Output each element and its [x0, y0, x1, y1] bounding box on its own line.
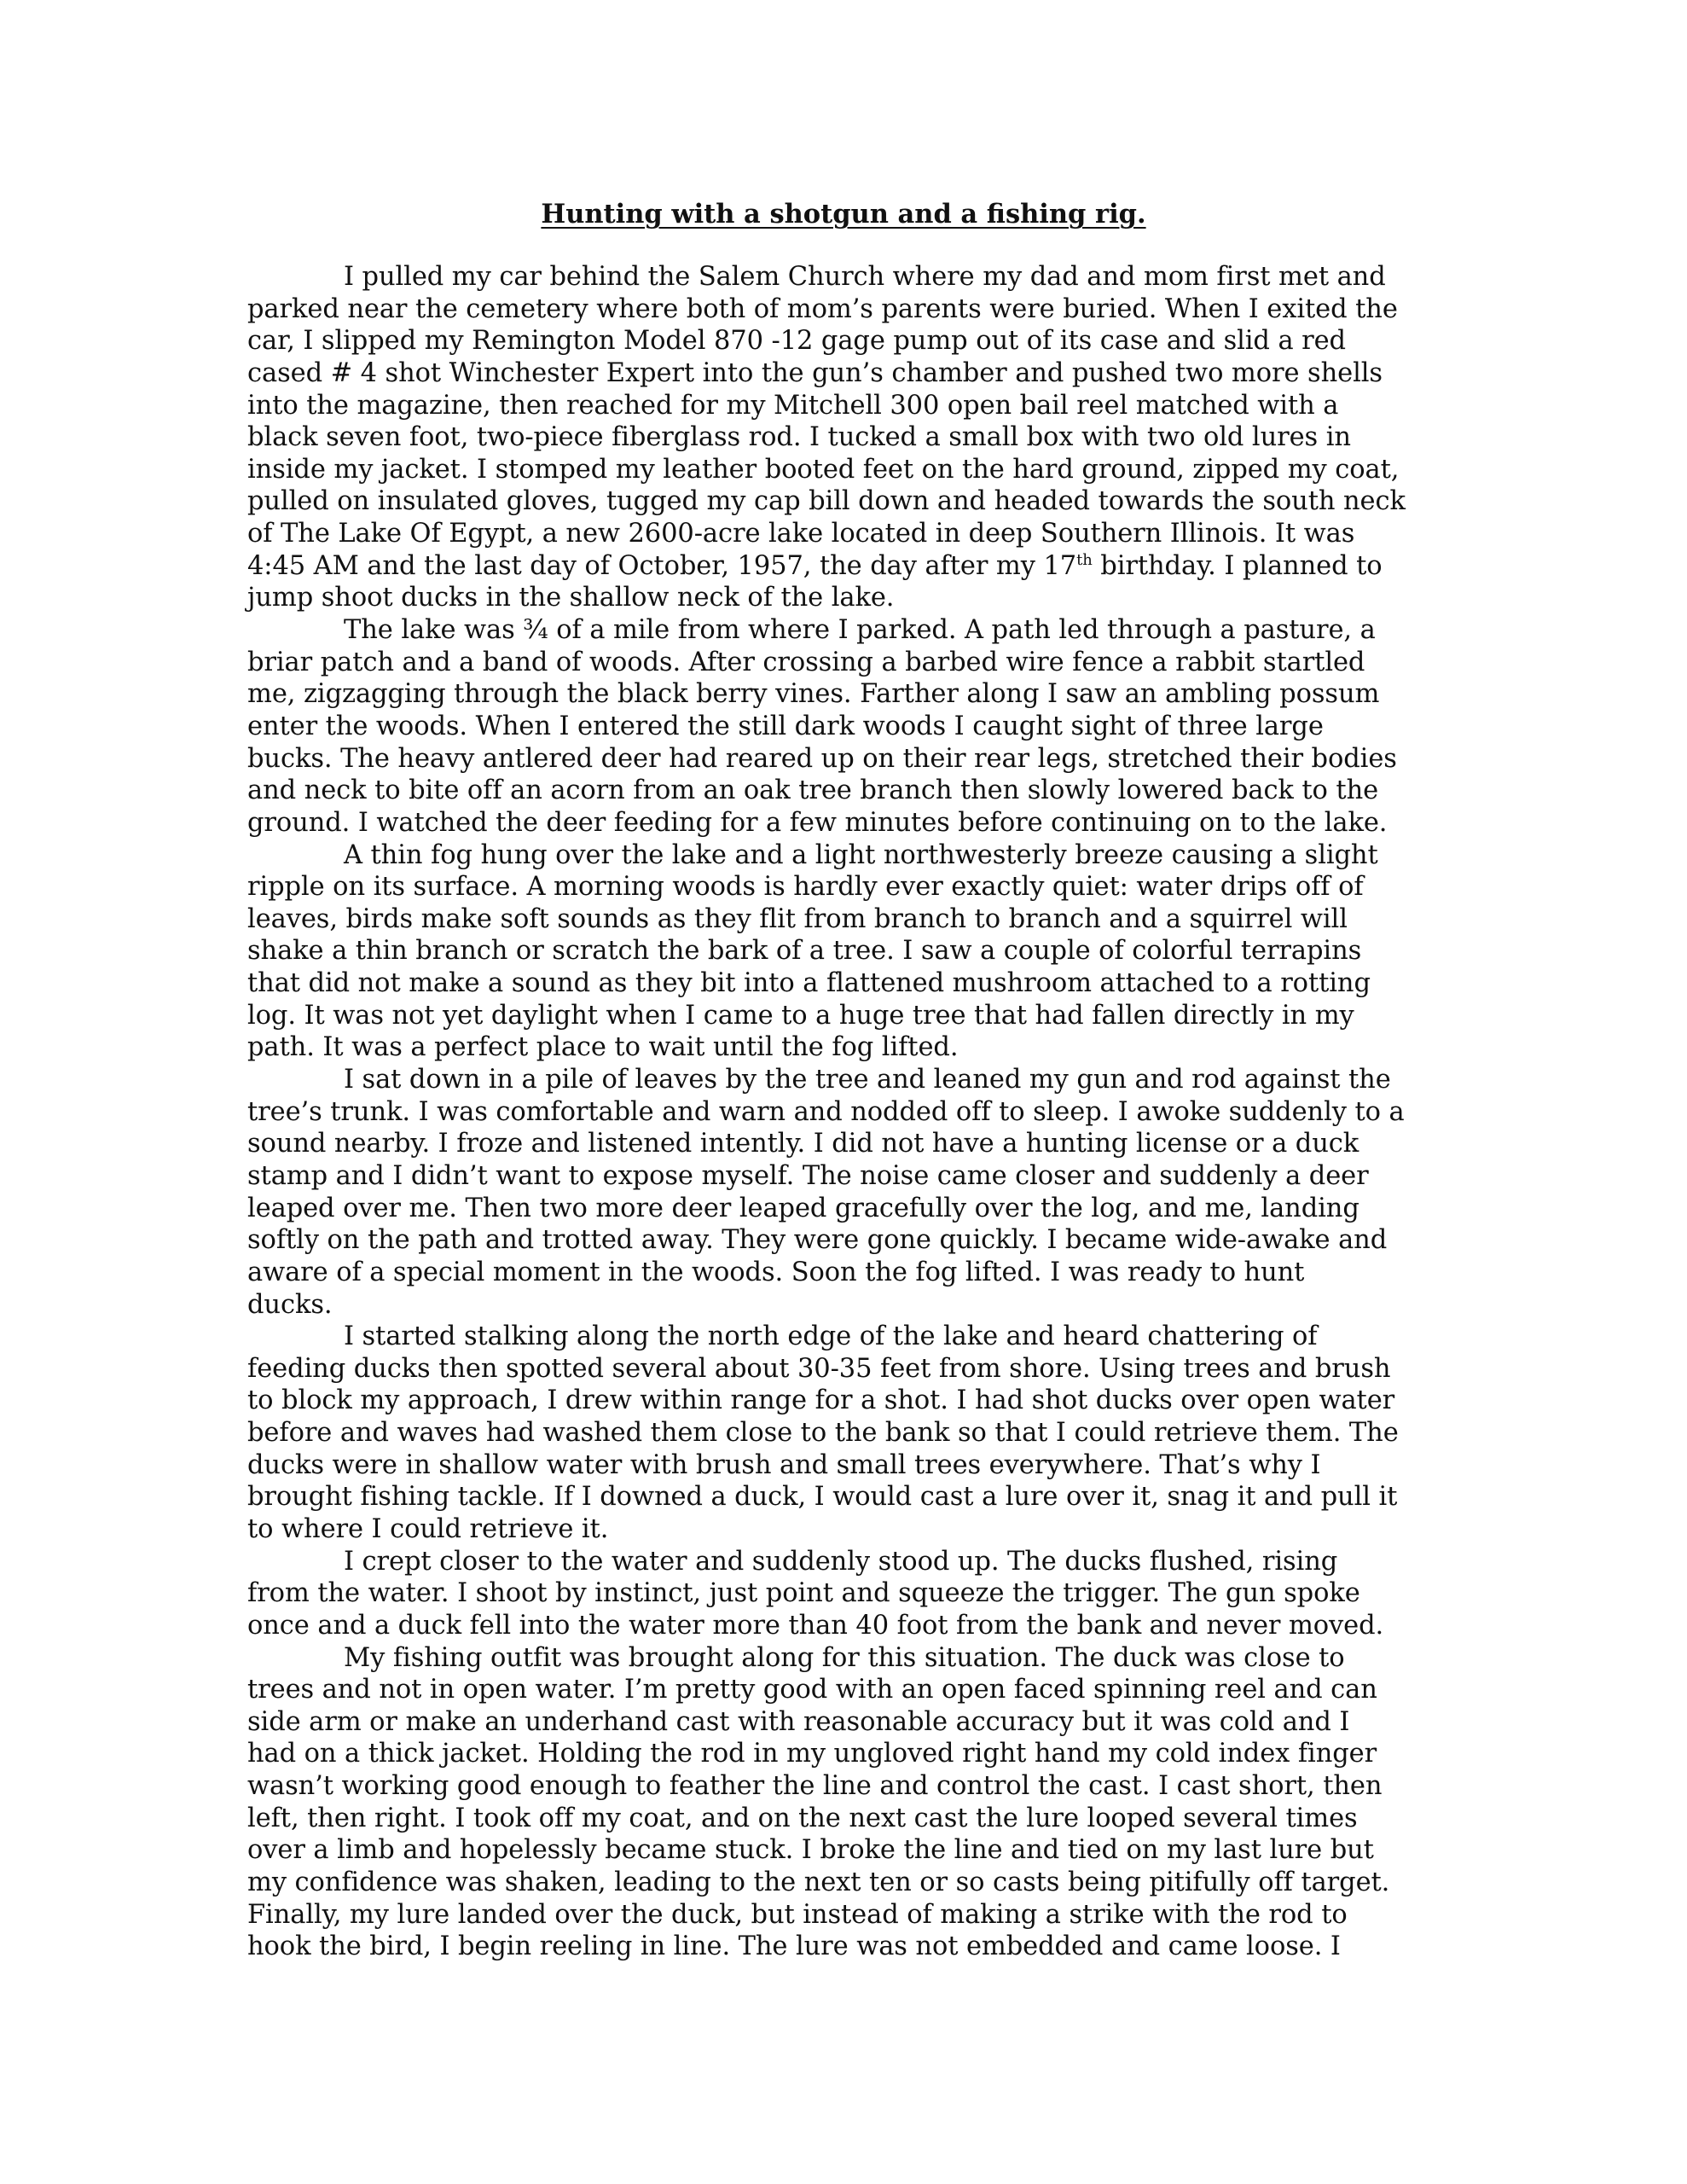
page-title: Hunting with a shotgun and a fishing rig.: [541, 199, 1146, 229]
line-text: cased # 4 shot Winchester Expert into the gun’s chamber and pushed two more shells: [247, 357, 1383, 388]
ordinal-superscript: th: [1076, 550, 1093, 569]
line-text: My fishing outfit was brought along for this situation. The duck was close to: [344, 1642, 1345, 1673]
text-line: [247, 293, 1458, 326]
text-line: [247, 485, 1458, 518]
text-line: [247, 1834, 1458, 1867]
line-text: softly on the path and trotted away. They were gone quickly. I became wide-awake and: [247, 1225, 1388, 1256]
text-line: [247, 1546, 1458, 1578]
text-line: [247, 903, 1458, 936]
line-text: I started stalking along the north edge of the lake and heard chattering of: [344, 1321, 1318, 1352]
line-text: I crept closer to the water and suddenly stood up. The ducks flushed, rising: [344, 1546, 1338, 1577]
text-line: [247, 1513, 1458, 1546]
line-text: feeding ducks then spotted several about 30-35 feet from shore. Using trees and brush: [247, 1353, 1391, 1384]
text-line: [247, 1128, 1458, 1160]
text-line: [247, 1706, 1458, 1739]
text-line: [247, 1642, 1458, 1675]
line-text: tree’s trunk. I was comfortable and warn and nodded off to sleep. I awoke suddenly to a: [247, 1096, 1405, 1127]
line-text: once and a duck fell into the water more than 40 foot from the bank and never moved.: [247, 1610, 1384, 1641]
text-line: [247, 775, 1458, 807]
line-text: jump shoot ducks in the shallow neck of the lake.: [247, 583, 895, 613]
line-text: parked near the cemetery where both of mom’s parents were buried. When I exited the: [247, 293, 1398, 324]
text-line: [247, 421, 1458, 454]
text-line: [247, 871, 1458, 903]
text-line: [247, 1160, 1458, 1193]
text-line: [247, 1931, 1458, 1963]
text-line: [247, 807, 1458, 839]
text-line: [247, 1385, 1458, 1417]
text-line: [247, 1610, 1458, 1642]
line-text: I pulled my car behind the Salem Church where my dad and mom first met and: [344, 262, 1386, 292]
line-text: Finally, my lure landed over the duck, but instead of making a strike with the rod to: [247, 1899, 1348, 1930]
text-line: [247, 1064, 1458, 1096]
story-body: [247, 261, 1458, 1963]
line-text: I sat down in a pile of leaves by the tree and leaned my gun and rod against the: [344, 1065, 1391, 1095]
line-text: me, zigzagging through the black berry vines. Farther along I saw an ambling possum: [247, 679, 1380, 710]
line-text: pulled on insulated gloves, tugged my cap bill down and headed towards the south neck: [247, 486, 1406, 517]
line-text: from the water. I shoot by instinct, just point and squeeze the trigger. The gun spoke: [247, 1578, 1360, 1609]
text-line: [247, 518, 1458, 550]
line-text: enter the woods. When I entered the still dark woods I caught sight of three large: [247, 711, 1324, 741]
text-line: [247, 1770, 1458, 1803]
text-line: [247, 1481, 1458, 1513]
text-line: [247, 261, 1458, 293]
text-line: [247, 678, 1458, 711]
line-text: shake a thin branch or scratch the bark of a tree. I saw a couple of colorful terrapins: [247, 936, 1362, 967]
line-text: The lake was ¾ of a mile from where I parked. A path led through a pasture, a: [344, 615, 1376, 646]
text-line: [247, 1096, 1458, 1129]
line-text: inside my jacket. I stomped my leather booted feet on the hard ground, zipped my coat,: [247, 454, 1400, 485]
text-line: [247, 1224, 1458, 1257]
text-line: [247, 967, 1458, 1000]
text-line: [247, 1417, 1458, 1449]
text-line: [247, 1193, 1458, 1225]
text-line: [247, 1674, 1458, 1706]
line-text: hook the bird, I begin reeling in line. The lure was not embedded and came loose. I: [247, 1931, 1341, 1962]
line-text: sound nearby. I froze and listened intently. I did not have a hunting license or a duck: [247, 1129, 1359, 1159]
line-text: my confidence was shaken, leading to the next ten or so casts being pitifully off target.: [247, 1867, 1390, 1898]
line-text: over a limb and hopelessly became stuck. I broke the line and tied on my last lure but: [247, 1835, 1374, 1866]
text-line: [247, 1803, 1458, 1835]
line-text: ripple on its surface. A morning woods is hardly ever exactly quiet: water drips off of: [247, 872, 1364, 903]
text-line: [247, 1899, 1458, 1931]
text-line: [247, 357, 1458, 390]
text-line: [247, 1449, 1458, 1482]
line-text: that did not make a sound as they bit into a flattened mushroom attached to a rotting: [247, 968, 1371, 999]
text-line: [247, 550, 1458, 583]
line-text: into the magazine, then reached for my Mitchell 300 open bail reel matched with a: [247, 390, 1339, 421]
line-text: to block my approach, I drew within range for a shot. I had shot ducks over open water: [247, 1385, 1395, 1416]
line-text: ground. I watched the deer feeding for a few minutes before continuing on to the lake.: [247, 807, 1388, 838]
line-text-continuation: birthday. I planned to: [1092, 550, 1383, 581]
line-text: of The Lake Of Egypt, a new 2600-acre lake located in deep Southern Illinois. It was: [247, 519, 1355, 549]
text-line: [247, 582, 1458, 614]
line-text: leaves, birds make soft sounds as they flit from branch to branch and a squirrel will: [247, 903, 1348, 934]
text-line: [247, 935, 1458, 967]
line-text: aware of a special moment in the woods. Soon the fog lifted. I was ready to hunt: [247, 1257, 1305, 1287]
text-line: [247, 743, 1458, 775]
line-text: 4:45 AM and the last day of October, 1957, the day after my 17: [247, 550, 1077, 581]
text-line: [247, 454, 1458, 486]
text-line: [247, 839, 1458, 872]
text-line: [247, 647, 1458, 679]
line-text: black seven foot, two-piece fiberglass rod. I tucked a small box with two old lures in: [247, 422, 1351, 453]
text-line: [247, 614, 1458, 647]
text-line: [247, 1867, 1458, 1899]
line-text: stamp and I didn’t want to expose myself. The noise came closer and suddenly a deer: [247, 1160, 1369, 1191]
text-line: [247, 1257, 1458, 1289]
line-text: and neck to bite off an acorn from an oak tree branch then slowly lowered back to the: [247, 775, 1379, 806]
line-text: bucks. The heavy antlered deer had reared up on their rear legs, stretched their bodies: [247, 743, 1397, 774]
line-text: ducks were in shallow water with brush and small trees everywhere. That’s why I: [247, 1449, 1321, 1480]
text-line: [247, 390, 1458, 422]
line-text: trees and not in open water. I’m pretty good with an open faced spinning reel and can: [247, 1675, 1377, 1705]
line-text: before and waves had washed them close to the bank so that I could retrieve them. The: [247, 1418, 1399, 1449]
text-line: [247, 711, 1458, 743]
line-text: briar patch and a band of woods. After crossing a barbed wire fence a rabbit startled: [247, 647, 1365, 677]
line-text: side arm or make an underhand cast with reasonable accuracy but it was cold and I: [247, 1706, 1350, 1737]
text-line: [247, 325, 1458, 357]
line-text: to where I could retrieve it.: [247, 1513, 609, 1544]
line-text: log. It was not yet daylight when I came to a huge tree that had fallen directly in my: [247, 1000, 1354, 1031]
text-line: [247, 1577, 1458, 1610]
text-line: [247, 1321, 1458, 1353]
text-line: [247, 1031, 1458, 1064]
line-text: A thin fog hung over the lake and a light northwesterly breeze causing a slight: [344, 839, 1378, 870]
line-text: had on a thick jacket. Holding the rod in my ungloved right hand my cold index finger: [247, 1739, 1377, 1769]
line-text: ducks.: [247, 1289, 333, 1320]
line-text: wasn’t working good enough to feather the line and control the cast. I cast short, then: [247, 1771, 1383, 1802]
line-text: leaped over me. Then two more deer leaped gracefully over the log, and me, landing: [247, 1193, 1359, 1223]
text-line: [247, 1738, 1458, 1770]
line-text: left, then right. I took off my coat, and on the next cast the lure looped several times: [247, 1803, 1358, 1833]
text-line: [247, 1000, 1458, 1032]
text-line: [247, 1289, 1458, 1321]
line-text: path. It was a perfect place to wait until the fog lifted.: [247, 1032, 959, 1063]
text-line: [247, 1353, 1458, 1385]
line-text: car, I slipped my Remington Model 870 -12 gage pump out of its case and slid a red: [247, 326, 1346, 357]
line-text: brought fishing tackle. If I downed a duck, I would cast a lure over it, snag it and pull it: [247, 1482, 1398, 1513]
